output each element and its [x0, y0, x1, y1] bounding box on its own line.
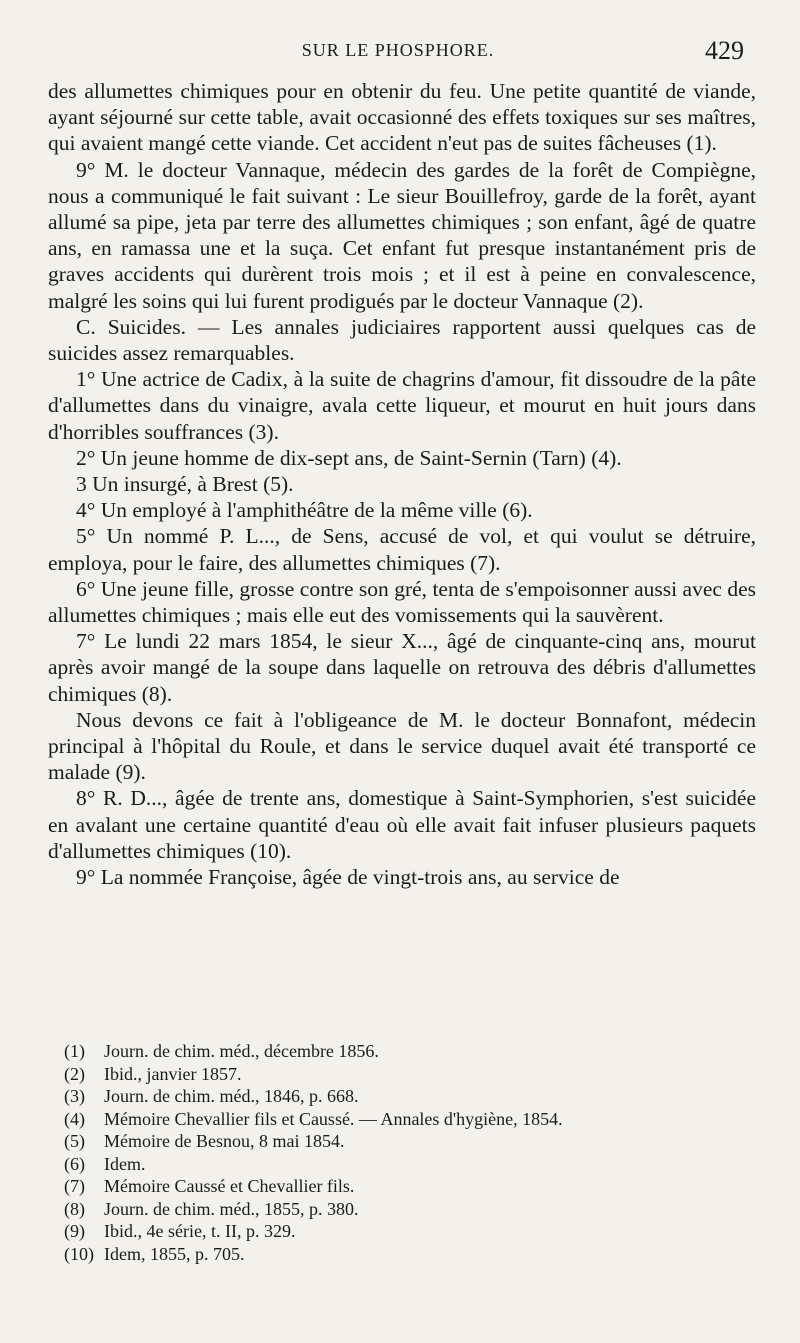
- paragraph: 9° M. le docteur Vannaque, médecin des gardes de la forêt de Compiègne, nous a communiqué le fait suivant : Le sieur Bouillefroy, garde de la forêt, ayant allumé sa pipe, jeta par terre des allumettes chimiques ; son enfant, âgé de quatre ans, en ramassa une et la suça. Cet enfant fut presque instantanément pris de graves accidents qui durèrent trois mois ; et il est à peine en convalescence, malgré les soins qui lui furent prodigués par le docteur Vannaque (2).: [48, 157, 756, 313]
- footnote-text: Ibid., 4e série, t. II, p. 329.: [104, 1221, 296, 1241]
- footnote-text: Mémoire Caussé et Chevallier fils.: [104, 1176, 355, 1196]
- body-text: [48, 78, 756, 890]
- footnote-text: Idem.: [104, 1153, 146, 1174]
- footnote: [64, 1085, 764, 1108]
- footnote-text: Journ. de chim. méd., 1846, p. 668.: [104, 1086, 359, 1106]
- paragraph: 2° Un jeune homme de dix-sept ans, de Saint-Sernin (Tarn) (4).: [76, 445, 622, 470]
- footnote-text: Idem, 1855, p. 705.: [104, 1243, 245, 1264]
- footnote-number: (3): [64, 1086, 85, 1106]
- footnote-number: (6): [64, 1153, 85, 1174]
- paragraph: 4° Un employé à l'amphithéâtre de la même ville (6).: [76, 498, 533, 523]
- footnote: [64, 1220, 764, 1243]
- footnote-number: (2): [64, 1063, 85, 1084]
- footnote-number: (9): [64, 1221, 85, 1241]
- running-head: SUR LE PHOSPHORE.: [301, 40, 495, 60]
- footnote-text: Journ. de chim. méd., décembre 1856.: [104, 1041, 379, 1061]
- footnote: [64, 1243, 764, 1266]
- paragraph: 5° Un nommé P. L..., de Sens, accusé de vol, et qui voulut se détruire, employa, pour le faire, des allumettes chimiques (7).: [48, 524, 756, 575]
- footnote-number: (1): [64, 1041, 85, 1061]
- footnote-number: (8): [64, 1198, 85, 1219]
- footnote: [64, 1153, 764, 1176]
- footnote: [64, 1063, 764, 1086]
- footnote-number: (5): [64, 1131, 85, 1151]
- paragraph: 9° La nommée Françoise, âgée de vingt-trois ans, au service de: [76, 865, 620, 890]
- footnote-text: Journ. de chim. méd., 1855, p. 380.: [104, 1198, 359, 1219]
- paragraph: 1° Une actrice de Cadix, à la suite de chagrins d'amour, fit dissoudre de la pâte d'allumettes dans du vinaigre, avala cette liqueur, et mourut en huit jours dans d'horribles souffrances (3).: [48, 367, 756, 444]
- footnote: [64, 1175, 764, 1198]
- footnote-text: Mémoire Chevallier fils et Caussé. — Annales d'hygiène, 1854.: [104, 1108, 563, 1129]
- footnote-text: Ibid., janvier 1857.: [104, 1063, 242, 1084]
- paragraph: 7° Le lundi 22 mars 1854, le sieur X..., âgé de cinquante-cinq ans, mourut après avoir mangé de la soupe dans laquelle on retrouva des débris d'allumettes chimiques (8).: [48, 629, 756, 706]
- footnote: [64, 1040, 764, 1063]
- footnote: [64, 1130, 764, 1153]
- paragraph: des allumettes chimiques pour en obtenir du feu. Une petite quantité de viande, ayant séjourné sur cette table, avait occasionné des effets toxiques sur ses maîtres, qui avaient mangé cette viande. Cet accident n'eut pas de suites fâcheuses (1).: [48, 79, 756, 156]
- footnote-number: (7): [64, 1176, 85, 1196]
- footnotes: [64, 1040, 764, 1265]
- paragraph: 3 Un insurgé, à Brest (5).: [76, 472, 294, 497]
- footnote: [64, 1108, 764, 1131]
- footnote-text: Mémoire de Besnou, 8 mai 1854.: [104, 1131, 345, 1151]
- footnote: [64, 1198, 764, 1221]
- footnote-number: (4): [64, 1108, 85, 1129]
- footnote-number: (10): [64, 1243, 94, 1264]
- paragraph: C. Suicides. — Les annales judiciaires rapportent aussi quelques cas de suicides assez remarquables.: [48, 314, 756, 366]
- paragraph: Nous devons ce fait à l'obligeance de M. le docteur Bonnafont, médecin principal à l'hôpital du Roule, et dans le service duquel avait été transporté ce malade (9).: [48, 707, 756, 785]
- page-header: [48, 38, 748, 68]
- paragraph: 6° Une jeune fille, grosse contre son gré, tenta de s'empoisonner aussi avec des allumettes chimiques ; mais elle eut des vomissements qui la sauvèrent.: [48, 576, 756, 628]
- paragraph: 8° R. D..., âgée de trente ans, domestique à Saint-Symphorien, s'est suicidée en avalant une certaine quantité d'eau où elle avait fait infuser plusieurs paquets d'allumettes chimiques (10).: [48, 786, 756, 863]
- page-number: 429: [705, 36, 744, 65]
